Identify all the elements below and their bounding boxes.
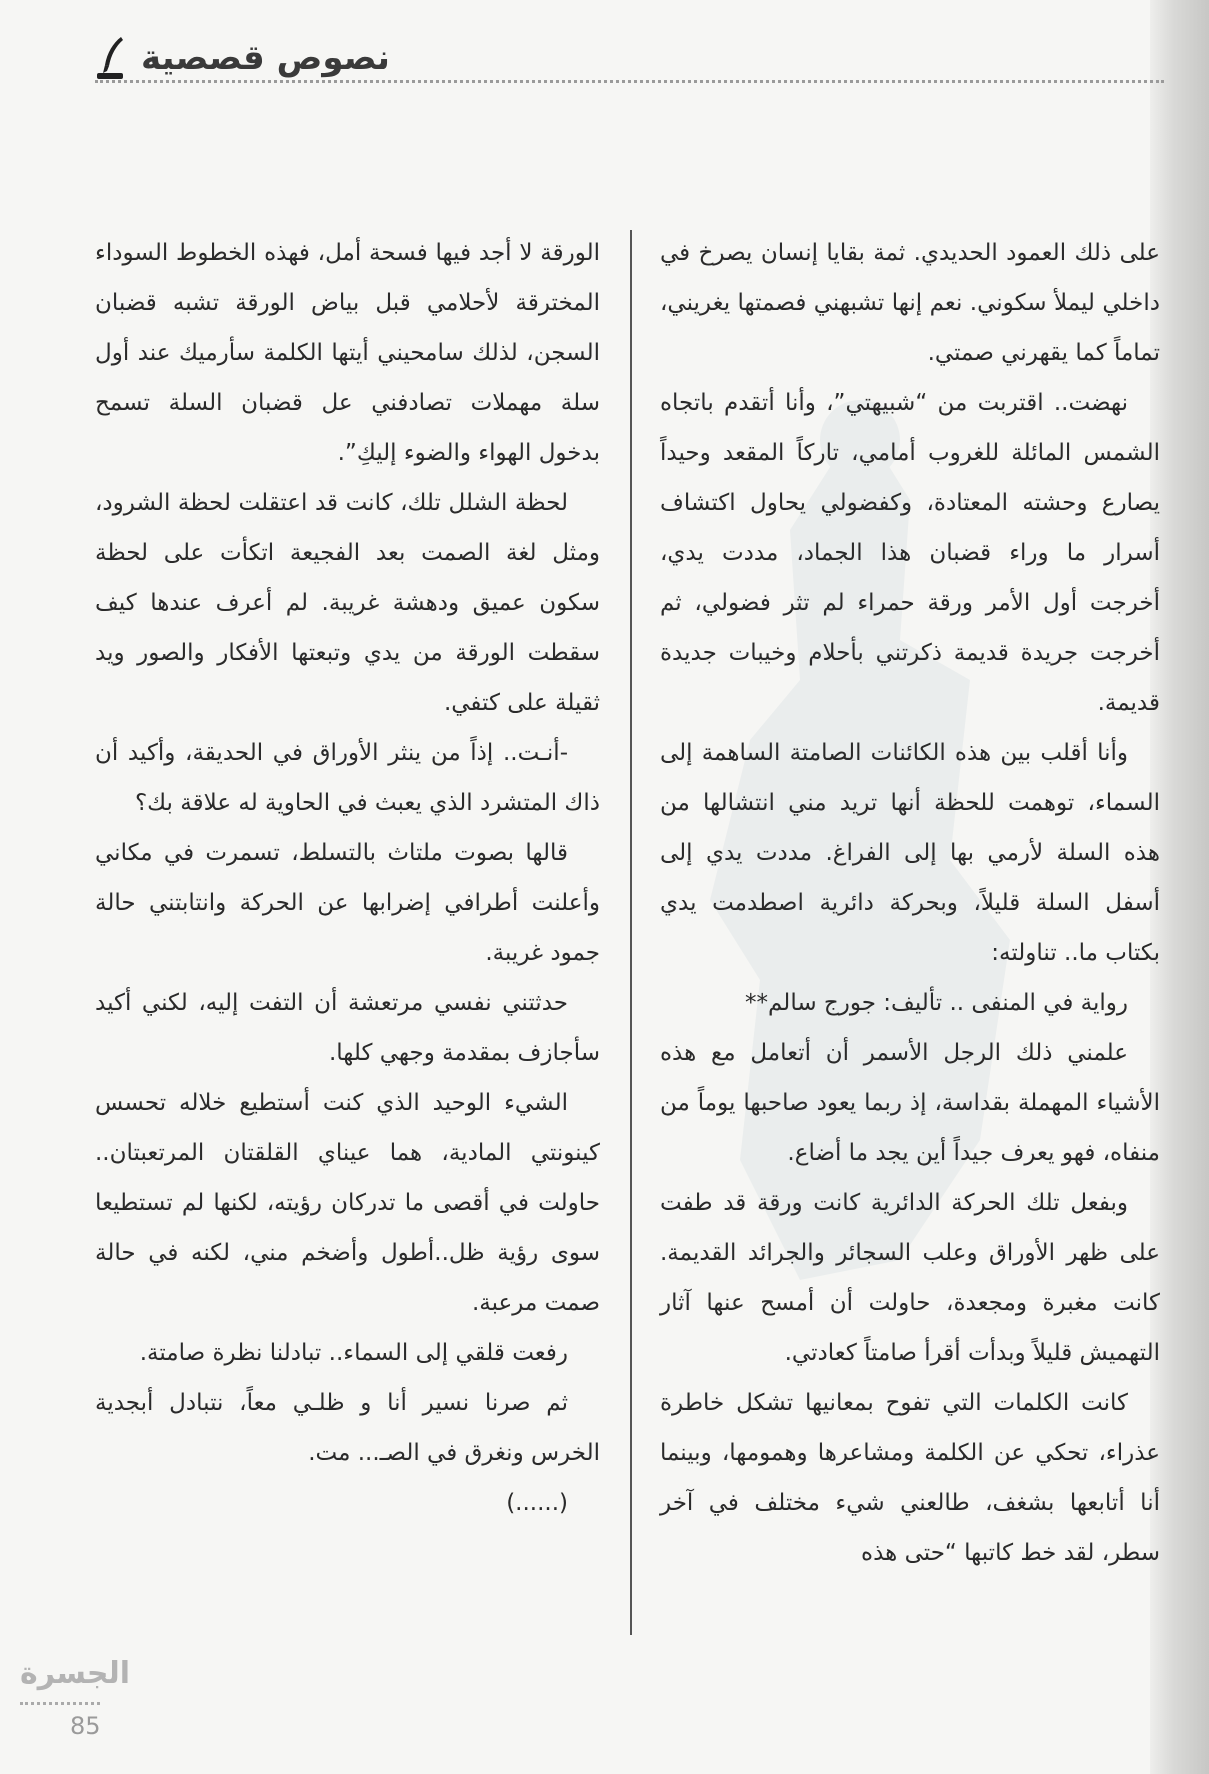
paragraph: علمني ذلك الرجل الأسمر أن أتعامل مع هذه الأشياء المهملة بقداسة، إذ ربما يعود صاحبها يوماً من منفاه، فهو يعرف جيداً أين يجد ما أضاع. [660,1040,1160,1166]
paragraph: -أنـت.. إذاً من ينثر الأوراق في الحديقة، وأكيد أن ذاك المتشرد الذي يعبث في الحاوية له علاقة بك؟ [95,740,600,816]
page-number: 85 [70,1712,101,1740]
paragraph: الشيء الوحيد الذي كنت أستطيع خلاله تحسس كينونتي المادية، هما عيناي القلقتان المرتعبتان.. حاولت في أقصى ما تدركان رؤيته، لكنها لم تستطيعا سوى رؤية ظل..أطول وأضخم مني، لكنه في حالة صمت مرعبة. [95,1090,600,1316]
magazine-logo: الجسرة [20,1656,131,1691]
left-text-column [95,228,600,1528]
paragraph: وبفعل تلك الحركة الدائرية كانت ورقة قد طفت على ظهر الأوراق وعلب السجائر والجرائد القديمة. كانت مغبرة ومجعدة، حاولت أن أمسح عنها آثار التهميش قليلاً وبدأت أقرأ صامتاً كعادتي. [660,1190,1160,1366]
paragraph: كانت الكلمات التي تفوح بمعانيها تشكل خاطرة عذراء، تحكي عن الكلمة ومشاعرها وهمومها، وبينما أنا أتابعها بشغف، طالعني شيء مختلف في آخر سطر، لقد خط كاتبها “حتى هذه [660,1390,1160,1566]
paragraph: حدثتني نفسي مرتعشة أن التفت إليه، لكني أكيد سأجازف بمقدمة وجهي كلها. [95,990,600,1066]
paragraph: نهضت.. اقتربت من “شبيهتي”، وأنا أتقدم باتجاه الشمس المائلة للغروب أمامي، تاركاً المقعد وحيداً يصارع وحشته المعتادة، وكفضولي يحاول اكتشاف أسرار ما وراء قضبان هذا الجماد، مددت يدي، أخرجت أول الأمر ورقة حمراء لم تثر فضولي، ثم أخرجت جريدة قديمة ذكرتني بأحلام وخيبات جديدة قديمة. [660,390,1160,716]
paragraph: رفعت قلقي إلى السماء.. تبادلنا نظرة صامتة. [139,1340,568,1366]
paragraph: (......) [506,1490,568,1516]
paragraph: قالها بصوت ملتاث بالتسلط، تسمرت في مكاني وأعلنت أطرافي إضرابها عن الحركة وانتابتني حالة جمود غريبة. [95,840,600,966]
header-dotted-rule [95,80,1164,83]
quill-pen-icon [95,35,129,81]
footer-dotted-rule [20,1702,100,1705]
paragraph: لحظة الشلل تلك، كانت قد اعتقلت لحظة الشرود، ومثل لغة الصمت بعد الفجيعة اتكأت على لحظة سكون عميق ودهشة غريبة. لم أعرف عندها كيف سقطت الورقة من يدي وتبعتها الأفكار والصور ويد ثقيلة على كتفي. [95,490,600,716]
paragraph: ثم صرنا نسير أنا و ظلـي معاً، نتبادل أبجدية الخرس ونغرق في الصـ... مت. [95,1390,600,1466]
paragraph: وأنا أقلب بين هذه الكائنات الصامتة الساهمة إلى السماء، توهمت للحظة أنها تريد مني انتشالها من هذه السلة لأرمي بها إلى الفراغ. مددت يدي إلى أسفل السلة قليلاً، وبحركة دائرية اصطدمت يدي بكتاب ما.. تناولته: [660,740,1160,966]
paragraph: رواية في المنفى .. تأليف: جورج سالم** [745,990,1128,1016]
paragraph: على ذلك العمود الحديدي. ثمة بقايا إنسان يصرخ في داخلي ليملأ سكوني. نعم إنها تشبهني فصمتها يغريني، تماماً كما يقهرني صمتي. [660,240,1160,366]
section-header [95,28,390,88]
column-divider [630,230,632,1635]
right-text-column [660,228,1160,1578]
paragraph: الورقة لا أجد فيها فسحة أمل، فهذه الخطوط السوداء المخترقة لأحلامي قبل بياض الورقة تشبه قضبان السجن، لذلك سامحيني أيتها الكلمة سأرميك عند أول سلة مهملات تصادفني عل قضبان السلة تسمح بدخول الهواء والضوء إليكِ”. [95,240,600,466]
section-title: نصوص قصصية [141,38,390,78]
